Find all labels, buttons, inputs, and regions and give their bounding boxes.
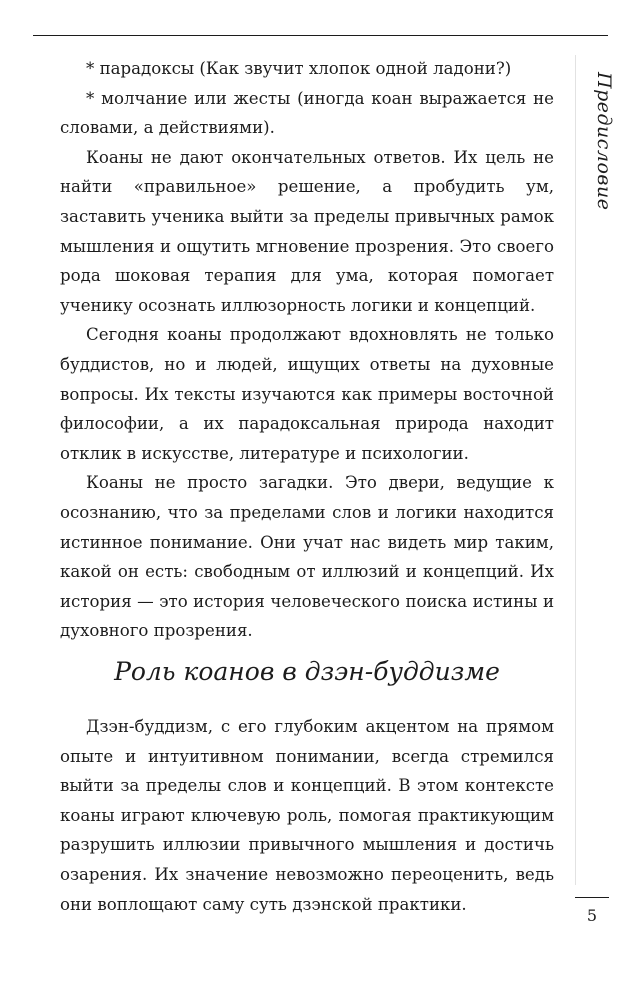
body-text-bottom: [60, 712, 554, 919]
paragraph: Коаны не просто загадки. Это двери, ведущие к осознанию, что за пределами слов и логики находится истинное понимание. Они учат нас видеть мир таким, какой он есть: свободным от иллюзий и концепций. Их история — это история человеческого поиска истины и духовного прозрения.: [60, 473, 554, 641]
paragraph: * парадоксы (Как звучит хлопок одной ладони?): [86, 59, 512, 78]
section-heading: Роль коанов в дзэн-буддизме: [114, 657, 500, 686]
paragraph: * молчание или жесты (иногда коан выражается не словами, а действиями).: [60, 88, 554, 138]
running-head: Предисловие: [593, 72, 615, 211]
page-number-rule: [575, 897, 609, 898]
margin-guide-line: [575, 55, 576, 885]
paragraph: Коаны не дают окончательных ответов. Их цель не найти «правильное» решение, а пробудить ум, заставить ученика выйти за пределы привычных рамок мышления и ощутить мгновение прозрения. Это своего рода шоковая терапия для ума, которая помогает ученику осознать иллюзорность логики и концепций.: [60, 147, 554, 315]
top-rule: [33, 35, 608, 36]
page-number: 5: [586, 906, 598, 925]
body-text-top: [60, 54, 554, 646]
paragraph: Сегодня коаны продолжают вдохновлять не только буддистов, но и людей, ищущих ответы на духовные вопросы. Их тексты изучаются как примеры восточной философии, а их парадоксальная природа находит отклик в искусстве, литературе и психологии.: [60, 325, 554, 463]
paragraph: Дзэн-буддизм, с его глубоким акцентом на прямом опыте и интуитивном понимании, всегда стремился выйти за пределы слов и концепций. В этом контексте коаны играют ключевую роль, помогая практикующим разрушить иллюзии привычного мышления и достичь озарения. Их значение невозможно переоценить, ведь они воплощают саму суть дзэнской практики.: [60, 717, 554, 914]
